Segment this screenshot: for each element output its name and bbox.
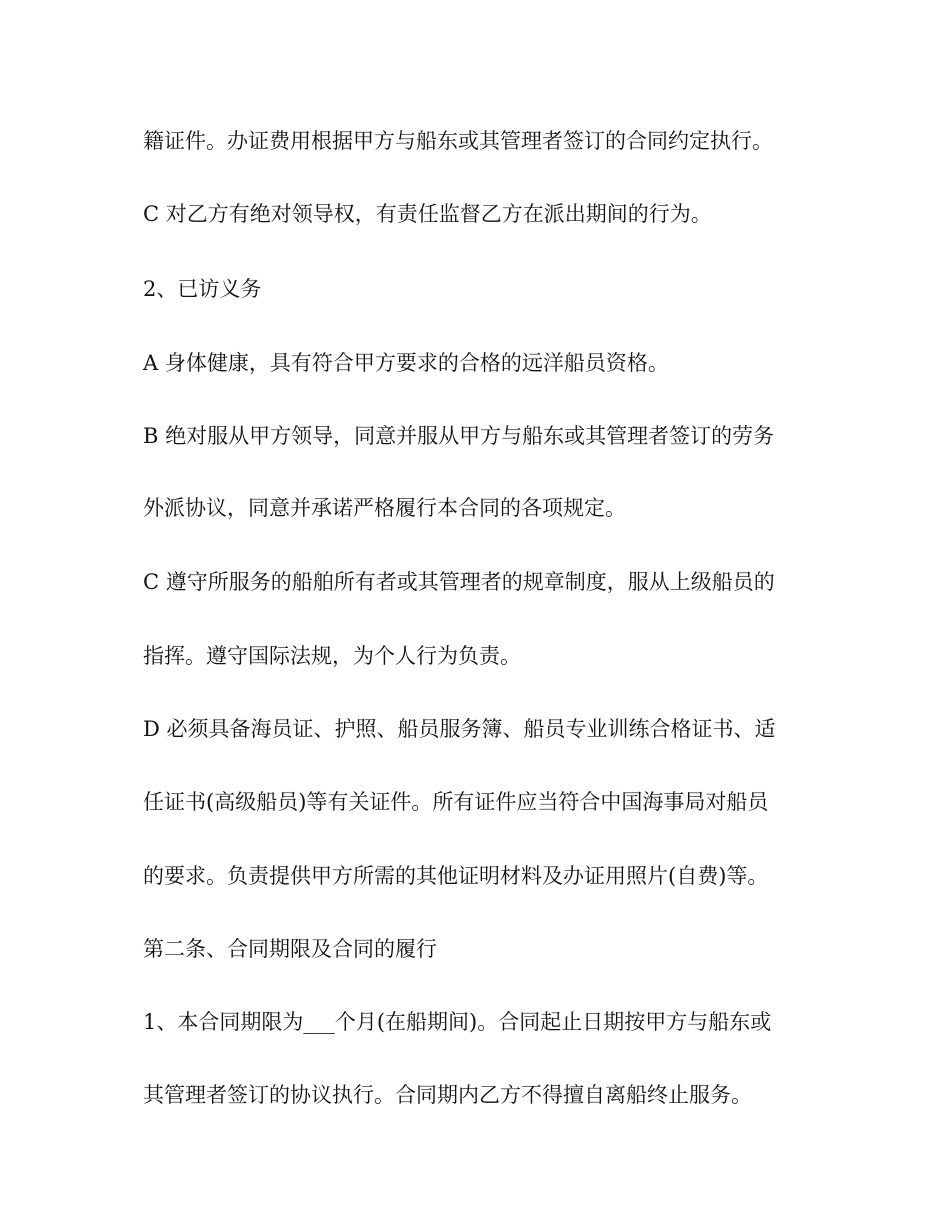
- text-line-8: 指挥。遵守国际法规，为个人行为负责。: [143, 644, 521, 668]
- text-line-13: 1、本合同期限为___个月(在船期间)。合同起止日期按甲方与船东或: [143, 1010, 772, 1034]
- text-line-5: B 绝对服从甲方领导，同意并服从甲方与船东或其管理者签订的劳务: [143, 424, 775, 448]
- text-line-1: 籍证件。办证费用根据甲方与船东或其管理者签订的合同约定执行。: [143, 129, 773, 153]
- text-line-2: C 对乙方有绝对领导权，有责任监督乙方在派出期间的行为。: [143, 202, 712, 226]
- text-line-9: D 必须具备海员证、护照、船员服务簿、船员专业训练合格证书、适: [143, 717, 776, 741]
- text-line-11: 的要求。负责提供甲方所需的其他证明材料及办证用照片(自费)等。: [143, 864, 769, 888]
- section-heading: 第二条、合同期限及合同的履行: [143, 937, 437, 961]
- text-line-7: C 遵守所服务的船舶所有者或其管理者的规章制度，服从上级船员的: [143, 570, 775, 594]
- text-line-3: 2、已访义务: [143, 277, 262, 301]
- text-line-10: 任证书(高级船员)等有关证件。所有证件应当符合中国海事局对船员: [143, 790, 769, 814]
- text-line-14: 其管理者签订的协议执行。合同期内乙方不得擅自离船终止服务。: [143, 1083, 752, 1107]
- text-line-4: A 身体健康，具有符合甲方要求的合格的远洋船员资格。: [143, 351, 669, 375]
- text-line-6: 外派协议，同意并承诺严格履行本合同的各项规定。: [143, 496, 626, 520]
